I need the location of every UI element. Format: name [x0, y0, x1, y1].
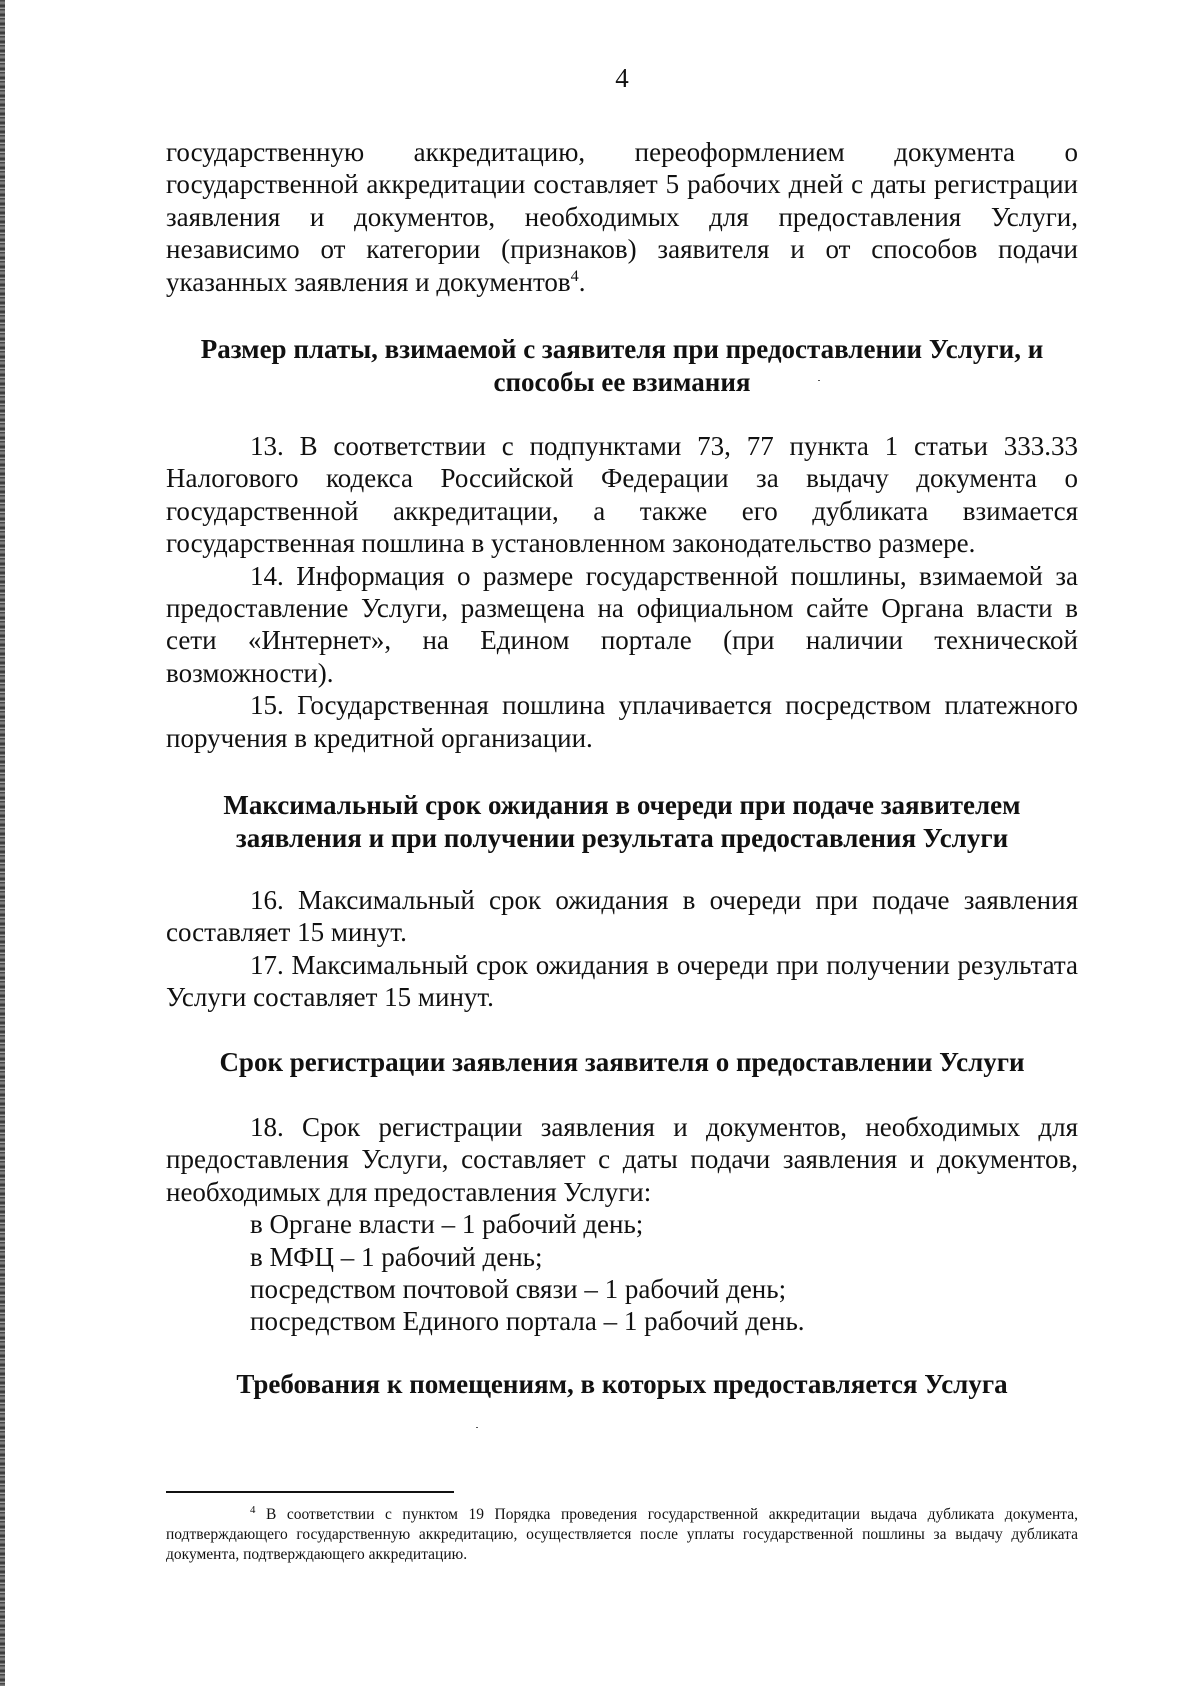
heading-line: способы ее взимания — [493, 367, 751, 397]
scan-speck — [818, 380, 820, 381]
paragraph-17: 17. Максимальный срок ожидания в очереди при получении результата Услуги составляет 15 минут. — [166, 949, 1078, 1013]
continuation-text: государственную аккредитацию, переоформлением документа о государственной аккредитации составляет 5 рабочих дней с даты регистрации заявления и документов, необходимых для предоставления Услуги, независимо от категории (признаков) заявителя и от способов подачи указанных заявления и документов$^4$. — [166, 137, 1078, 297]
heading-line: Максимальный срок ожидания в очереди при подаче заявителем — [223, 790, 1021, 820]
section-heading-queue — [166, 789, 1078, 855]
footnote-ref: 4 — [570, 266, 579, 285]
list-item: в МФЦ – 1 рабочий день; — [250, 1241, 543, 1272]
section-body-fee — [166, 430, 1078, 754]
heading-line: Размер платы, взимаемой с заявителя при предоставлении Услуги, и — [200, 334, 1044, 364]
footnote — [166, 1505, 1078, 1565]
paragraph-16: 16. Максимальный срок ожидания в очереди при подаче заявления составляет 15 минут. — [166, 885, 1078, 948]
heading-line: заявления и при получении результата предоставления Услуги — [235, 823, 1009, 853]
paragraph-18: 18. Срок регистрации заявления и документов, необходимых для предоставления Услуги, составляет с даты подачи заявления и документов, необходимых для предоставления Услуги: — [166, 1112, 1078, 1207]
footnote-separator — [166, 1491, 454, 1493]
list-item: посредством почтовой связи – 1 рабочий день; — [250, 1274, 787, 1305]
page-number: 4 — [615, 63, 629, 93]
section-heading-fee — [166, 333, 1078, 399]
continuation-paragraph — [166, 136, 1078, 298]
heading-line: Срок регистрации заявления заявителя о предоставлении Услуги — [219, 1047, 1025, 1077]
list-item: посредством Единого портала – 1 рабочий день. — [250, 1306, 805, 1337]
section-body-registration — [166, 1111, 1078, 1338]
section-body-queue — [166, 884, 1078, 1014]
list-item: в Органе власти – 1 рабочий день; — [250, 1209, 644, 1240]
footnote-marker: 4 — [250, 1503, 256, 1516]
heading-line: Требования к помещениям, в которых предоставляется Услуга — [236, 1369, 1008, 1399]
footnote-text: В соответствии с пунктом 19 Порядка проведения государственной аккредитации выдача дубликата документа, подтверждающего государственную аккредитацию, осуществляется после уплаты государственной пошлины за выдачу дубликата документа, подтверждающего аккредитацию. — [166, 1506, 1078, 1563]
scan-speck — [476, 1427, 478, 1428]
scan-edge — [0, 0, 5, 1686]
paragraph-15: 15. Государственная пошлина уплачивается посредством платежного поручения в кредитной организации. — [166, 690, 1078, 753]
section-heading-premises — [166, 1368, 1078, 1401]
paragraph-13: 13. В соответствии с подпунктами 73, 77 пункта 1 статьи 333.33 Налогового кодекса Российской Федерации за выдачу документа о государственной аккредитации, а также его дубликата взимается государственная пошлина в установленном законодательство размере. — [166, 431, 1078, 559]
paragraph-14: 14. Информация о размере государственной пошлины, взимаемой за предоставление Услуги, размещена на официальном сайте Органа власти в сети «Интернет», на Едином портале (при наличии технической возможности). — [166, 560, 1078, 688]
section-heading-registration — [166, 1046, 1078, 1079]
